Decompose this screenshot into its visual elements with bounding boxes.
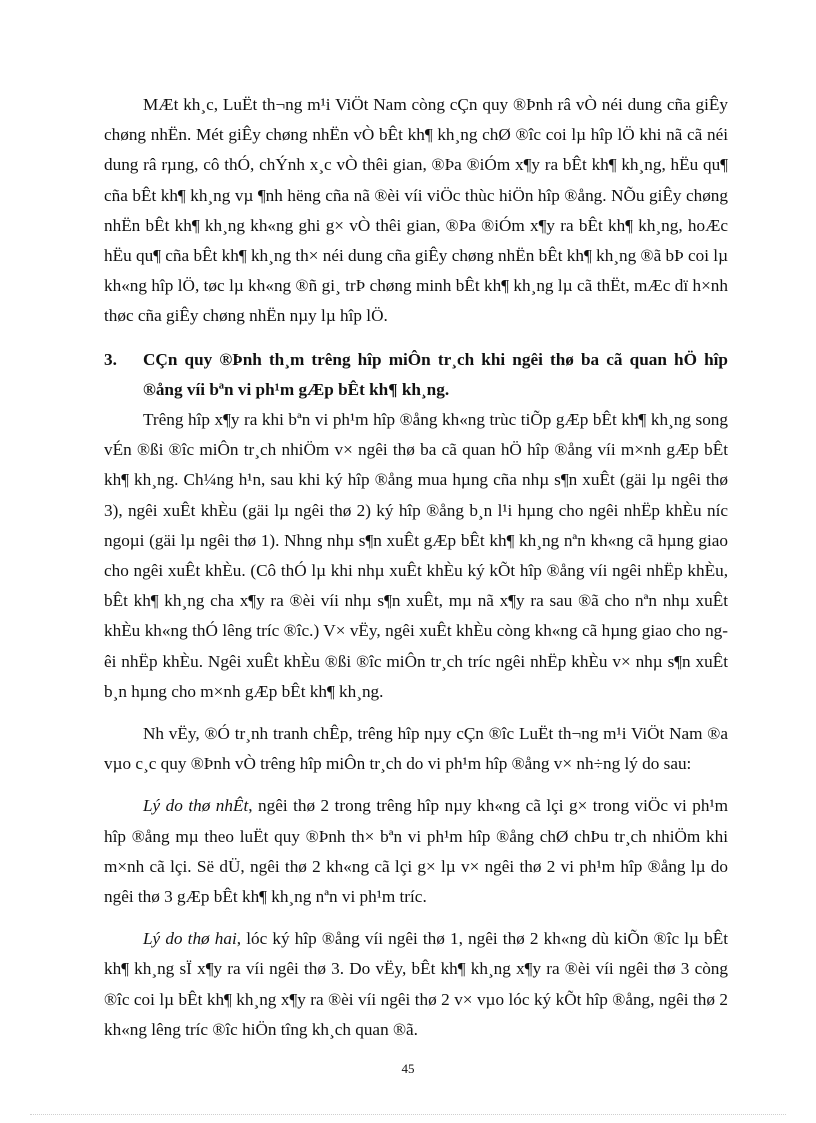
page-body xyxy=(104,90,728,1045)
paragraph-3: Nh vËy, ®Ó tr¸nh tranh chÊp, trêng hîp nµy cÇn ®îc LuËt th¬ng m¹i ViÖt Nam ®a vµo c¸c quy ®Þnh vÒ trêng hîp miÔn tr¸ch do vi ph¹m hîp ®ång v× nh÷ng lý do sau: xyxy=(104,724,728,774)
reason-two-label: Lý do thø hai xyxy=(143,929,237,949)
section-title: CÇn quy ®Þnh th¸m trêng hîp miÔn tr¸ch khi ngêi thø ba cã quan hÖ hîp ®ång víi bªn vi ph¹m gÆp bÊt kh¶ kh¸ng. xyxy=(143,349,728,399)
reason-one-label: Lý do thø nhÊt xyxy=(143,796,249,816)
paragraph-4 xyxy=(104,791,728,912)
paragraph-5 xyxy=(104,924,728,1045)
paragraph-1: MÆt kh¸c, LuËt th¬ng m¹i ViÖt Nam còng cÇn quy ®Þnh râ vÒ néi dung cña giÊy chøng nhËn. Mét giÊy chøng nhËn vÒ bÊt kh¶ kh¸ng chØ ®îc coi lµ hîp lÖ khi nã cã néi dung râ rµng, cô thÓ, chÝnh x¸c vÒ thêi gian, ®Þa ®iÓm x¶y ra bÊt kh¶ kh¸ng, hËu qu¶ cña bÊt kh¶ kh¸ng vµ ¶nh hëng cña nã ®èi víi viÖc thùc hiÖn hîp ®ång. NÕu giÊy chøng nhËn bÊt kh¶ kh¸ng kh«ng ghi g× vÒ thêi gian, ®Þa ®iÓm x¶y ra bÊt kh¶ kh¸ng, hoÆc hËu qu¶ cña bÊt kh¶ kh¸ng th× néi dung cña giÊy chøng nhËn bÊt kh¶ kh¸ng ®ã bÞ coi lµ kh«ng hîp lÖ, tøc lµ kh«ng ®ñ gi¸ trÞ chøng minh bÊt kh¶ kh¸ng lµ cã thËt, mÆc dï h×nh thøc cña giÊy chøng nhËn nµy lµ hîp lÖ. xyxy=(104,95,728,326)
reason-two-text: , lóc ký hîp ®ång víi ngêi thø 1, ngêi thø 2 kh«ng dù kiÕn ®îc lµ bÊt kh¶ kh¸ng sÏ x¶y ra víi ngêi thø 3. Do vËy, bÊt kh¶ kh¸ng x¶y ra ®èi víi ngêi thø 3 còng ®îc coi lµ bÊt kh¶ kh¸ng x¶y ra ®èi víi ngêi thø 2 v× vµo lóc ký kÕt hîp ®ång, ngêi thø 2 kh«ng lêng tríc ®îc hiÖn tîng kh¸ch quan ®ã. xyxy=(104,929,728,1039)
reason-one-text: , ngêi thø 2 trong trêng hîp nµy kh«ng cã lçi g× trong viÖc vi ph¹m hîp ®ång mµ theo luËt quy ®Þnh th× bªn vi ph¹m hîp ®ång chØ chÞu tr¸ch nhiÖm khi m×nh cã lçi. Së dÜ, ngêi thø 2 kh«ng cã lçi g× lµ v× ngêi thø 2 vi ph¹m hîp ®ång lµ do ngêi thø 3 gÆp bÊt kh¶ kh¸ng nªn vi ph¹m tríc. xyxy=(104,796,728,907)
paragraph-2: Trêng hîp x¶y ra khi bªn vi ph¹m hîp ®ång kh«ng trùc tiÕp gÆp bÊt kh¶ kh¸ng song vÉn ®ßi ®îc miÔn tr¸ch nhiÖm v× ngêi thø ba cã quan hÖ hîp ®ång víi m×nh gÆp bÊt kh¶ kh¸ng. Ch¼ng h¹n, sau khi ký hîp ®ång mua hµng cña nhµ s¶n xuÊt (gäi lµ ngêi thø 3), ngêi xuÊt khÈu (gäi lµ ngêi thø 2) ký hîp ®ång b¸n l¹i hµng cho ngêi nhËp khÈu níc ngoµi (gäi lµ ngêi thø 1). Nhng nhµ s¶n xuÊt gÆp bÊt kh¶ kh¸ng nªn kh«ng cã hµng giao cho ngêi xuÊt khÈu. (Cô thÓ lµ khi nhµ xuÊt khÈu ký kÕt hîp ®ång víi ngêi nhËp khÈu, bÊt kh¶ kh¸ng cha x¶y ra ®èi víi nhµ s¶n xuÊt, mµ nã x¶y ra sau ®ã cho nªn nhµ xuÊt khÈu kh«ng thÓ lêng tríc ®îc.) V× vËy, ngêi xuÊt khÈu còng kh«ng cã hµng giao cho ngêi nhËp khÈu. Ngêi xuÊt khÈu ®ßi ®îc miÔn tr¸ch tríc ngêi nhËp khÈu v× nhµ s¶n xuÊt b¸n hµng cho m×nh gÆp bÊt kh¶ kh¸ng. xyxy=(104,410,728,701)
section-number: 3. xyxy=(104,349,117,369)
page-number: 45 xyxy=(401,1061,415,1076)
section-heading xyxy=(104,345,728,405)
page-bottom-divider xyxy=(30,1114,786,1115)
